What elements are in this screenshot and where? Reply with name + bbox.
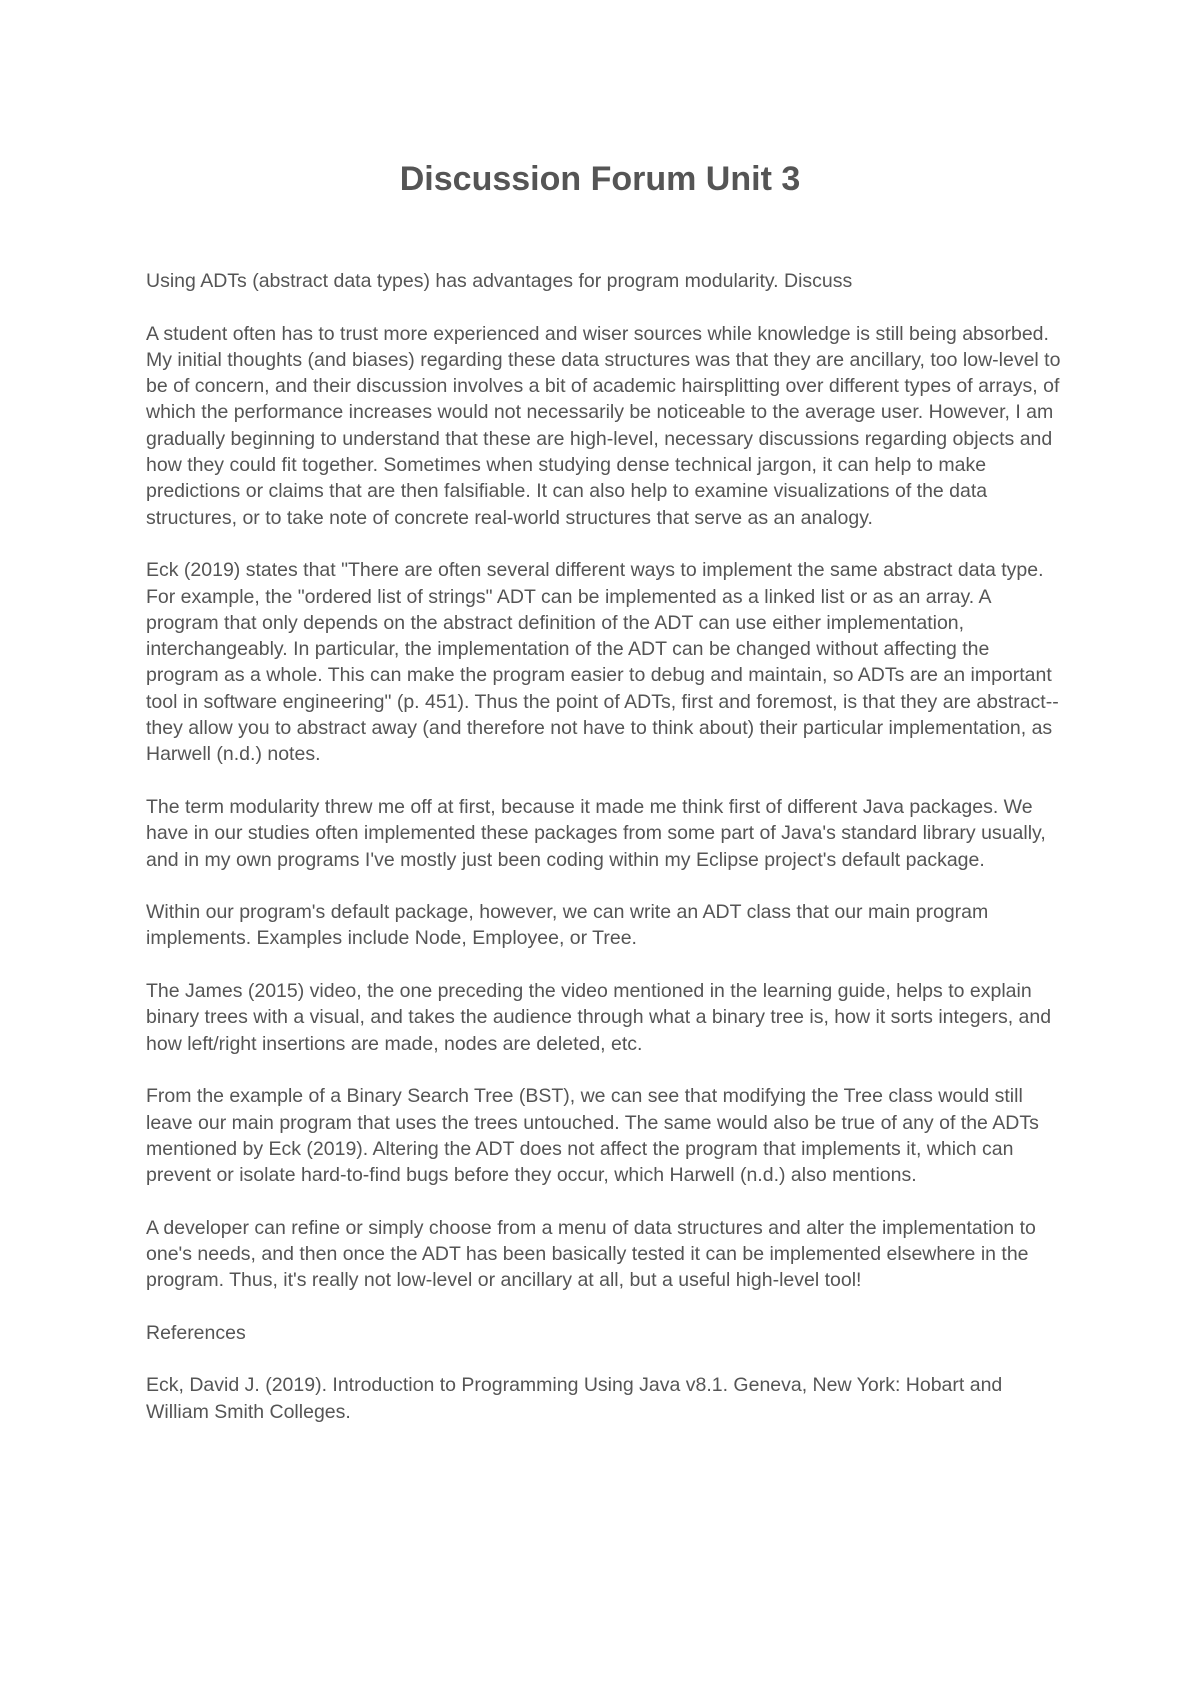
- body-paragraph-conclusion: A developer can refine or simply choose from a menu of data structures and alter the implementation to one's needs, and then once the ADT has been basically tested it can be implemented elsewhere in the program. Thus, it's really not low-level or ancillary at all, but a useful high-level tool!: [146, 1216, 1036, 1292]
- document-title: Discussion Forum Unit 3: [399, 160, 801, 198]
- body-paragraph-modularity: The term modularity threw me off at first, because it made me think first of different Java packages. We have in our studies often implemented these packages from some part of Java's standard library usually, and in my own programs I've mostly just been coding within my Eclipse project's default package.: [146, 795, 1046, 871]
- prompt-paragraph: Using ADTs (abstract data types) has advantages for program modularity. Discuss: [146, 270, 853, 292]
- body-paragraph-bst: From the example of a Binary Search Tree (BST), we can see that modifying the Tree class would still leave our main program that uses the trees untouched. The same would also be true of any of the ADTs mentioned by Eck (2019). Altering the ADT does not affect the program that implements it, which can prevent or isolate hard-to-find bugs before they occur, which Harwell (n.d.) also mentions.: [146, 1085, 1039, 1187]
- body-paragraph-eck-quote: Eck (2019) states that "There are often several different ways to implement the same abstract data type. For example, the "ordered list of strings" ADT can be implemented as a linked list or as an array. A program that only depends on the abstract definition of the ADT can use either implementation, interchangeably. In particular, the implementation of the ADT can be changed without affecting the program as a whole. This can make the program easier to debug and maintain, so ADTs are an important tool in software engineering" (p. 451). Thus the point of ADTs, first and foremost, is that they are abstract--they allow you to abstract away (and therefore not have to think about) their particular implementation, as Harwell (n.d.) notes.: [146, 559, 1059, 766]
- reference-entry: Eck, David J. (2019). Introduction to Programming Using Java v8.1. Geneva, New York: Hobart and William Smith Colleges.: [146, 1374, 1003, 1423]
- document-body: [146, 268, 1066, 1451]
- body-paragraph-james-video: The James (2015) video, the one preceding the video mentioned in the learning guide, helps to explain binary trees with a visual, and takes the audience through what a binary tree is, how it sorts integers, and how left/right insertions are made, nodes are deleted, etc.: [146, 980, 1052, 1055]
- body-paragraph-default-package: Within our program's default package, however, we can write an ADT class that our main program implements. Examples include Node, Employee, or Tree.: [146, 901, 989, 950]
- references-heading: References: [146, 1321, 246, 1344]
- body-paragraph-intro: A student often has to trust more experienced and wiser sources while knowledge is still being absorbed. My initial thoughts (and biases) regarding these data structures was that they are ancillary, too low-level to be of concern, and their discussion involves a bit of academic hairsplitting over different types of arrays, of which the performance increases would not necessarily be noticeable to the average user. However, I am gradually beginning to understand that these are high-level, necessary discussions regarding objects and how they could fit together. Sometimes when studying dense technical jargon, it can help to make predictions or claims that are then falsifiable. It can also help to examine visualizations of the data structures, or to take note of concrete real-world structures that serve as an analogy.: [146, 322, 1061, 529]
